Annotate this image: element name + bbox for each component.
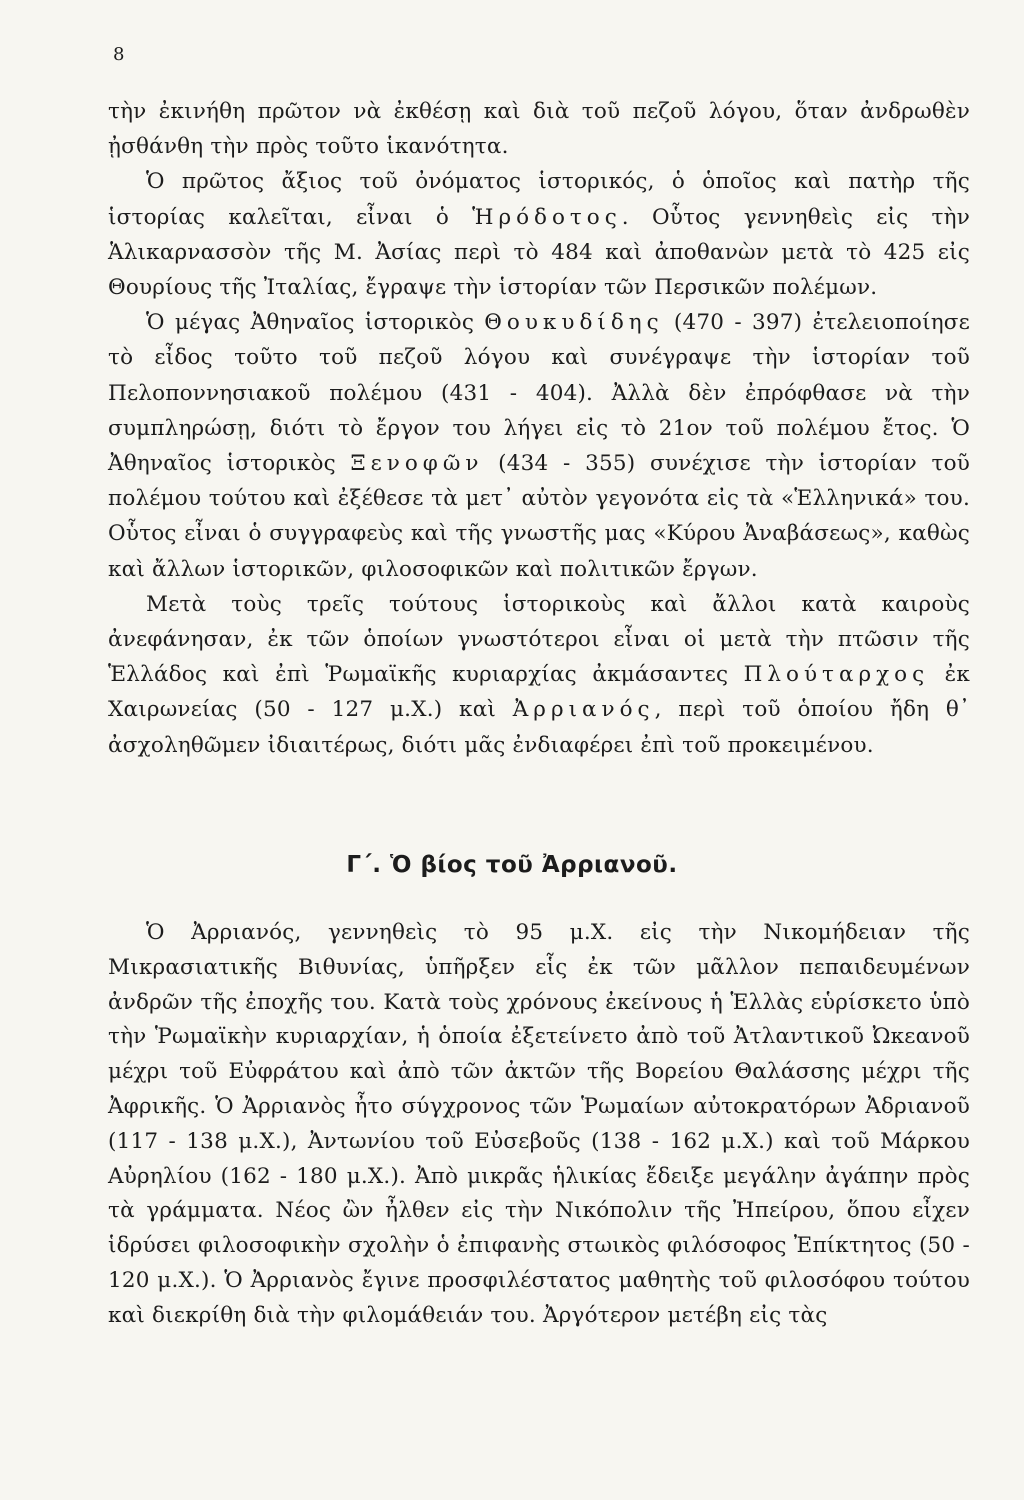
paragraph [108, 305, 970, 587]
text-run: τὴν ἐκινήθη πρῶτον νὰ ἐκθέσῃ καὶ διὰ τοῦ πεζοῦ λόγου, ὅταν ἀνδρωθὲν ᾐσθάνθη τὴν πρὸς τοῦτο ἱκανότητα. [108, 99, 970, 160]
section-heading: Γ΄. Ὁ βίος τοῦ Ἀρριανοῦ. [346, 852, 678, 878]
paragraph [108, 94, 970, 164]
author-name-plutarch: Πλούταρχος [743, 662, 930, 688]
author-name-arrian: Ἀρριανός [512, 697, 655, 723]
author-name-thucydides: Θουκυδίδης [484, 310, 664, 336]
body-text-bottom [108, 916, 970, 1334]
author-name-herodotus: Ἡρόδοτος [472, 204, 622, 230]
page-number: 8 [113, 44, 125, 65]
paragraph [108, 916, 970, 1334]
text-run: . Οὗτος γεννηθεὶς εἰς τὴν Ἁλικαρνασσὸν τῆς Μ. Ἀσίας περὶ τὸ 484 καὶ ἀποθανὼν μετὰ τὸ 425 εἰς Θουρίους τῆς Ἰταλίας, ἔγραψε τὴν ἱστορίαν τῶν Περσικῶν πολέμων. [108, 204, 970, 301]
author-name-xenophon: Ξενοφῶν [350, 451, 484, 477]
text-run: (470 - 397) ἐτελειοποίησε τὸ εἶδος τοῦτο τοῦ πεζοῦ λόγου καὶ συνέγραψε τὴν ἱστορίαν τοῦ Πελοποννησιακοῦ πολέμου (431 - 404). Ἀλλὰ δὲν ἐπρόφθασε νὰ τὴν συμπληρώσῃ, διότι τὸ ἔργον του λήγει εἰς τὸ 21ον τοῦ πολέμου ἔτος. Ὁ Ἀθηναῖος ἱστορικὸς [108, 310, 971, 477]
text-run: Ὁ μέγας Ἀθηναῖος ἱστορικὸς [146, 310, 485, 336]
text-run: (434 - 355) συνέχισε τὴν ἱστορίαν τοῦ πολέμου τούτου καὶ ἐξέθεσε τὰ μετ᾽ αὐτὸν γεγονότα εἰς τὰ «Ἑλληνικά» του. Οὗτος εἶναι ὁ συγγραφεὺς καὶ τῆς γνωστῆς μας «Κύρου Ἀναβάσεως», καθὼς καὶ ἄλλων ἱστορικῶν, φιλοσοφικῶν καὶ πολιτικῶν ἔργων. [108, 451, 971, 582]
text-run: Ὁ Ἀρριανός, γεννηθεὶς τὸ 95 μ.Χ. εἰς τὴν Νικομήδειαν τῆς Μικρασιατικῆς Βιθυνίας, ὑπῆρξεν εἷς ἐκ τῶν μᾶλλον πεπαιδευμένων ἀνδρῶν τῆς ἐποχῆς του. Κατὰ τοὺς χρόνους ἐκείνους ἡ Ἑλλὰς εὑρίσκετο ὑπὸ τὴν Ῥωμαϊκὴν κυριαρχίαν, ἡ ὁποία ἐξετείνετο ἀπὸ τοῦ Ἀτλαντικοῦ Ὠκεανοῦ μέχρι τοῦ Εὐφράτου καὶ ἀπὸ τῶν ἀκτῶν τῆς Βορείου Θαλάσσης μέχρι τῆς Ἀφρικῆς. Ὁ Ἀρριανὸς ἦτο σύγχρονος τῶν Ῥωμαίων αὐτοκρατόρων Ἀδριανοῦ (117 - 138 μ.Χ.), Ἀντωνίου τοῦ Εὐσεβοῦς (138 - 162 μ.Χ.) καὶ τοῦ Μάρκου Αὐρηλίου (162 - 180 μ.Χ.). Ἀπὸ μικρᾶς ἡλικίας ἔδειξε μεγάλην ἀγάπην πρὸς τὰ γράμματα. Νέος ὢν ἦλθεν εἰς τὴν Νικόπολιν τῆς Ἠπείρου, ὅπου εἶχεν ἱδρύσει φιλοσοφικὴν σχολὴν ὁ ἐπιφανὴς στωικὸς φιλόσοφος Ἐπίκτητος (50 - 120 μ.Χ.). Ὁ Ἀρριανὸς ἔγινε προσφιλέστατος μαθητὴς τοῦ φιλοσόφου τούτου καὶ διεκρίθη διὰ τὴν φιλομάθειάν του. Ἀργότερον μετέβη εἰς τὰς [108, 920, 970, 1328]
paragraph [108, 164, 970, 305]
paragraph [108, 587, 970, 763]
text-run: Μετὰ τοὺς τρεῖς τούτους ἱστορικοὺς καὶ ἄλλοι κατὰ καιροὺς ἀνεφάνησαν, ἐκ τῶν ὁποίων γνωστότεροι εἶναι οἱ μετὰ τὴν πτῶσιν τῆς Ἑλλάδος καὶ ἐπὶ Ῥωμαϊκῆς κυριαρχίας ἀκμάσαντες [108, 591, 970, 688]
text-run: , περὶ τοῦ ὁποίου ἤδη θ᾽ ἀσχοληθῶμεν ἰδιαιτέρως, διότι μᾶς ἐνδιαφέρει ἐπὶ τοῦ προκειμένου. [108, 697, 970, 758]
body-text-top [108, 94, 970, 763]
text-run: Ὁ πρῶτος ἄξιος τοῦ ὀνόματος ἱστορικός, ὁ ὁποῖος καὶ πατὴρ τῆς ἱστορίας καλεῖται, εἶναι ὁ [108, 169, 970, 230]
text-run: ἐκ Χαιρωνείας (50 - 127 μ.Χ.) καὶ [108, 662, 970, 723]
